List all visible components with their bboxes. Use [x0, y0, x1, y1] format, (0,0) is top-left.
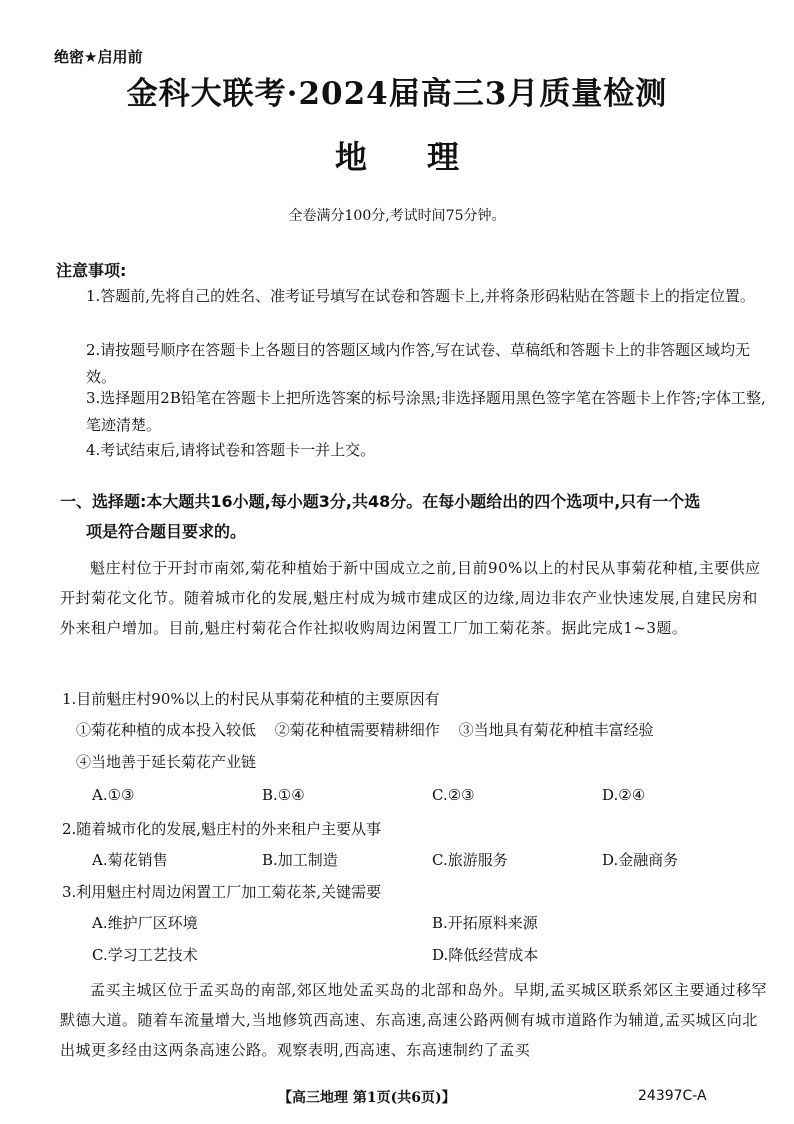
subject-title: 地理: [334, 138, 519, 176]
exam-title: 金科大联考·2024届高三3月质量检测: [126, 76, 668, 112]
section-heading-line2: 项是符合题目要求的。: [86, 522, 247, 541]
question-2-option-a: A.菊花销售: [92, 851, 168, 869]
question-1-option-a: A.①③: [92, 786, 135, 804]
notice-item-3: 3.选择题用2B铅笔在答题卡上把所选答案的标号涂黑;非选择题用黑色签字笔在答题卡上作答;字体工整,笔迹清楚。: [86, 389, 766, 434]
question-1-option-c: C.②③: [432, 786, 475, 804]
notice-item-4: 4.考试结束后,请将试卷和答题卡一并上交。: [86, 441, 376, 459]
section-heading-line1: 一、选择题:本大题共16小题,每小题3分,共48分。在每小题给出的四个选项中,只有一个选: [60, 492, 701, 511]
paper-code: 24397C-A: [638, 1088, 707, 1104]
question-1-option-d: D.②④: [602, 786, 646, 804]
notice-title: 注意事项:: [56, 261, 127, 280]
question-2-option-d: D.金融商务: [602, 851, 679, 869]
question-1-statements-row1: [76, 719, 766, 740]
confidential-label: 绝密★启用前: [54, 48, 143, 66]
question-2-option-b: B.加工制造: [262, 851, 338, 869]
notice-item-2: 2.请按题号顺序在答题卡上各题目的答题区域内作答,写在试卷、草稿纸和答题卡上的非答题区域均无效。: [86, 341, 751, 386]
question-1-statement-1: ①菊花种植的成本投入较低: [76, 721, 257, 739]
question-3-option-a: A.维护厂区环境: [92, 914, 198, 932]
section-heading: [60, 487, 770, 547]
question-2-stem: 2.随着城市化的发展,魁庄村的外来租户主要从事: [62, 820, 382, 838]
passage-1: 魁庄村位于开封市南郊,菊花种植始于新中国成立之前,目前90%以上的村民从事菊花种植,主要供应开封菊花文化节。随着城市化的发展,魁庄村成为城市建成区的边缘,周边非农产业快速发展,自建民房和外来租户增加。目前,魁庄村菊花合作社拟收购周边闲置工厂加工菊花茶。据此完成1~3题。: [60, 559, 761, 637]
question-3-option-b: B.开拓原料来源: [432, 914, 538, 932]
passage-2: 孟买主城区位于孟买岛的南部,郊区地处孟买岛的北部和岛外。早期,孟买城区联系郊区主要通过移罕默德大道。随着车流量增大,当地修筑西高速、东高速,高速公路两侧有城市道路作为辅道,孟买城区向北出城更多经由这两条高速公路。观察表明,西高速、东高速制约了孟买: [60, 981, 768, 1059]
question-3-stem: 3.利用魁庄村周边闲置工厂加工菊花茶,关键需要: [62, 883, 382, 901]
question-1-statement-2: ②菊花种植需要精耕细作: [274, 721, 440, 739]
question-1-statement-3: ③当地具有菊花种植丰富经验: [458, 721, 654, 739]
notice-item-1: 1.答题前,先将自己的姓名、准考证号填写在试卷和答题卡上,并将条形码粘贴在答题卡上的指定位置。: [86, 287, 755, 305]
exam-info: 全卷满分100分,考试时间75分钟。: [288, 208, 506, 224]
question-2-option-c: C.旅游服务: [432, 851, 508, 869]
question-1-stem: 1.目前魁庄村90%以上的村民从事菊花种植的主要原因有: [62, 690, 440, 708]
page-footer-label: 【高三地理 第1页(共6页)】: [278, 1090, 456, 1106]
question-3-option-d: D.降低经营成本: [432, 946, 539, 964]
question-3-option-c: C.学习工艺技术: [92, 946, 198, 964]
question-1-option-b: B.①④: [262, 786, 305, 804]
question-1-statement-4: ④当地善于延长菊花产业链: [76, 753, 257, 771]
